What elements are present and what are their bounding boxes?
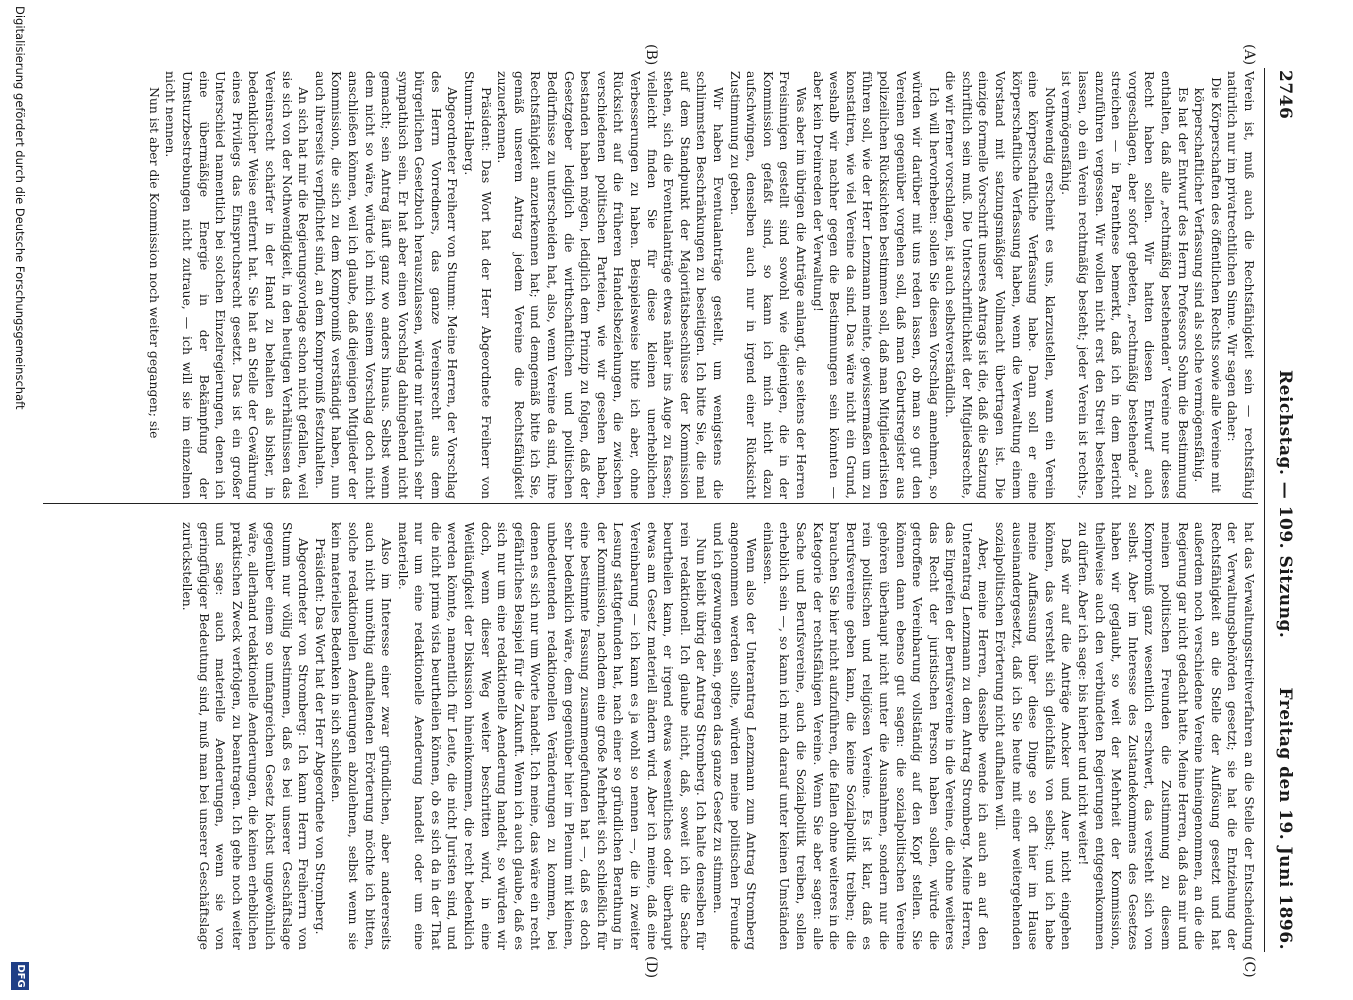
digitization-credit: Digitalisierung gefördert durch die Deutsche Forschungsgemeinschaft <box>13 6 27 410</box>
right-text-column <box>37 522 1257 950</box>
left-text-column <box>37 71 1257 499</box>
paragraph: Nothwendig erscheint es uns, klarzustellen, wann ein Verein eine körperschaftliche Verfassung habe. Dann soll er eine körperschaftliche Verfassung haben, wenn die Verwaltung einem Vorstand mit satzungsmäßiger Vollmacht übertragen ist. Die einzige formelle Vorschrift unseres Antrags ist die, daß die Satzung schriftlich sein muß. Die Unterschriftlichkeit der Mitgliedsrechte, die wir ferner vorschlagen, ist auch selbstverständlich. <box>943 71 1058 499</box>
page-number: 2746 <box>1275 70 1295 120</box>
paragraph: Die Körperschaften des öffentlichen Rechts sowie alle Vereine mit körperschaftlicher Verfassung sind als solche vermögensfähig. <box>1192 77 1224 493</box>
margin-mark-d: (D) <box>643 956 659 979</box>
margin-mark-a: (A) <box>1241 44 1257 66</box>
page-footer <box>5 0 35 1000</box>
paragraph: Nun bleibt übrig der Antrag Stromberg. Ich halte denselben für rein redaktionell. Ich glaube nicht, daß, soweit ich die Sache beurtheilen kann, er irgend etwas wesentliches oder überhaupt etwas am Gesetz materiell ändern wird. Aber ich meine, daß eine Vereinbarung — ich kann es ja wohl so nennen —, die in zweiter Lesung stattgefunden hat, nach einer so gründlichen Berathung in der Kommission, nachdem eine große Mehrheit sich schließlich für eine bestimmte Fassung zusammengefunden hat —, daß es doch sehr bedenklich wäre, dem gegenüber hier im Plenum mit kleinen, unbedeutenden redaktionellen Veränderungen zu kommen, bei denen es sich nur um Worte handelt. Ich meine, das wäre ein recht gefährliches Beispiel für die Zukunft. Wenn ich auch glaube, daß es sich nur um eine redaktionelle Aenderung handelt, so würden wir doch, wenn dieser Weg weiter beschritten wird, in eine Weitläufigkeit der Diskussion hineinkommen, die recht bedenklich werden könnte, namentlich für Leute, die nicht Juristen sind, und die nicht prima vista beurtheilen können, ob es sich da in der That nur um eine redaktionelle Aenderung handelt oder um eine materielle. <box>395 522 710 950</box>
dfg-logo: DFG <box>11 962 29 990</box>
paragraph: Verein ist, muß auch die Rechtsfähigkeit sein — rechtsfähig natürlich nur im privatrechtlichen Sinne. Wir sagen daher: <box>1225 71 1257 499</box>
margin-mark-b: (B) <box>643 44 659 66</box>
header-rule <box>1264 68 1265 952</box>
paragraph: Es hat der Entwurf des Herrn Professors Sohm die Bestimmung enthalten, daß alle „rechtmäßig bestehenden“ Vereine nur dieses Recht haben sollen. Wir hatten diesen Entwurf auch vorgeschlagen, aber sofort gebeten, „rechtmäßig bestehende“ zu streichen — in Parenthese bemerkt, daß ich in dem Bericht anzuführen vergessen. Wir wollen nicht erst den Streit bestehen lassen, ob ein Verein rechtmäßig besteht; jeder Verein ist rechts-, ist vermögensfähig. <box>1059 71 1191 499</box>
paragraph: Nun ist aber die Kommission noch weiter gegangen; sie <box>146 87 162 439</box>
session-title: Reichstag. — 109. Sitzung. <box>1275 370 1295 639</box>
paragraph: Wir haben Eventualanträge gestellt, um wenigstens die schlimmsten Beschränkungen zu beseitigen. Ich bitte Sie, die mal auf dem Standpunkt der Majoritätsbeschlüsse der Kommission stehen, sich die Eventualanträge etwas näher ins Auge zu fassen; vielleicht finden Sie für diese kleinen unerheblichen Verbesserungen zu haben. Beispielsweise bitte ich aber, ohne Rücksicht auf die früheren Handelsbeziehungen, die zwischen verschiedenen politischen Parteien, wie wir gesehen haben, bestanden haben mögen, lediglich dem Prinzip zu folgen, daß der Gesetzgeber lediglich die wirthschaftlichen und politischen Bedürfnisse zu unterscheiden hat, also, wenn Vereine da sind, ihre Rechtsfähigkeit anzuerkennen hat; und demgemäß bitte ich Sie, gemäß unserem Antrag jedem Vereine die Rechtsfähigkeit zuzuerkennen. <box>495 71 726 499</box>
speaker-paragraph: Präsident: Das Wort hat der Herr Abgeordnete Freiherr von Stumm-Halberg. <box>462 71 494 499</box>
paragraph: Daß wir auf die Anträge Ancker und Auer nicht eingehen können, das versteht sich gleichfalls von selbst; und ich habe meine Auffassung über diese Dinge so oft hier im Hause auseinandergesetzt, daß ich Sie heute mit einer weitergehenden sozialpolitischen Erörterung nicht aufhalten will. <box>993 522 1075 950</box>
paragraph: hat das Verwaltungsstreitverfahren an die Stelle der Entscheidung der Verwaltungsbehörden gesetzt; sie hat die Entziehung der Rechtsfähigkeit an die Stelle der Auflösung gesetzt und hat außerdem noch verschiedene Vereine hineingenommen, an die die Regierung gar nicht gedacht hatte. Meine Herren, daß das mir und meinen politischen Freunden die Zustimmung zu diesem Kompromiß ganz wesentlich erschwert, das versteht sich von selbst. Aber im Interesse des Zustandekommens des Gesetzes haben wir geglaubt, so weit der Mehrheit der Kommission, theilweise auch den verbündeten Regierungen entgegenkommen zu dürfen. Aber ich sage: bis hierher und nicht weiter! <box>1076 522 1257 950</box>
page-header <box>1265 70 1295 950</box>
session-date: Freitag den 19. Juni 1896. <box>1275 687 1295 950</box>
speaker-paragraph: Abgeordneter von Stromberg: Ich kann Herrn Freiherrn von Stumm nur völlig bestimmen, daß es bei unserer Geschäftslage gegenüber einem so umfangreichen Gesetz höchst ungewöhnlich wäre, allerhand redaktionelle Aenderungen, die keinen erheblichen praktischen Zweck verfolgen, zu beantragen. Ich gehe noch weiter und sage: auch materielle Aenderungen, wenn sie von geringfügiger Bedeutung sind, muß man bei unserer Geschäftslage zurückstellen. <box>180 522 312 950</box>
paragraph: Was aber im übrigen die Anträge anlangt, die seitens der Herren Freisinnigen gestellt sind sowohl wie diejenigen, die in der Kommission gefaßt sind, so kann ich mich nicht dazu aufschwingen, denselben auch nur in irgend einer Rücksicht Zustimmung zu geben. <box>727 71 809 499</box>
speaker-paragraph: Präsident: Das Wort hat der Herr Abgeordnete von Stromberg. <box>312 538 328 935</box>
speaker-paragraph: Abgeordneter Freiherr von Stumm: Meine Herren, der Vorschlag des Herrn Vorredners, das ganze Vereinsrecht aus dem bürgerlichen Gesetzbuch herauszulassen, würde mir natürlich sehr sympathisch sein. Er hat aber einen Vorschlag dahingehend nicht gemacht; sein Antrag läuft ganz wo anders hinaus. Selbst wenn dem nicht so wäre, würde ich mich seinem Vorschlag doch nicht anschließen können, weil ich glaube, daß diejenigen Mitglieder der Kommission, die sich zu dem Kompromiß verständigt haben, nun auch ihrerseits verpflichtet sind, an dem Kompromiß festzuhalten. <box>312 71 461 499</box>
paragraph: An sich hat mir die Regierungsvorlage schon nicht gefallen, weil sie sich von der Nothwendigkeit, in den heutigen Verhältnissen das Vereinsrecht schärfer in der Hand zu behalten als bisher, in bedenklicher Weise entfernt hat. Sie hat an Stelle der Gewährung eines Privilegs das Einspruchsrecht gesetzt. Das ist ein großer Unterschied namentlich bei solchen Einzelregierungen, denen ich eine übermäßige Energie in der Bekämpfung der Umsturzbestrebungen nicht zutraue, — ich will sie im einzelnen nicht nennen. <box>163 71 312 499</box>
column-divider <box>43 503 1258 504</box>
paragraph: Aber, meine Herren, dasselbe wende ich auch an auf den Unterantrag Lenzmann zu dem Antrag Stromberg. Meine Herren, das Eingreifen der Berufsvereine in die Vereine, die ohne weiteres das Recht der juristischen Person haben sollen, würde die getroffene Vereinbarung vollständig auf den Kopf stellen. Sie können dann ebenso gut sagen: die sozialpolitischen Vereine gehören überhaupt nicht unter die Ausnahmen, sondern nur die rein politischen und religiösen Vereine. Es ist klar, daß es Berufsvereine geben kann, die keine Sozialpolitik treiben; die brauchen Sie hier nicht aufzuführen, die fallen ohne weiteres in die Kategorie der rechtsfähigen Vereine. Wenn Sie aber sagen: alle Sache und Berufsvereine, auch die Sozialpolitik treiben, sollen erheblich sein —, so kann ich mich darauf unter keinen Umständen einlassen. <box>760 522 992 950</box>
margin-mark-c: (C) <box>1241 956 1257 978</box>
paragraph: Wenn also der Unterantrag Lenzmann zum Antrag Stromberg angenommen werden sollte, würden meine politischen Freunde und ich gezwungen sein, gegen das ganze Gesetz zu stimmen. <box>711 522 760 950</box>
paragraph: Also im Interesse einer zwar gründlichen, aber andererseits auch nicht unnöthig aufhaltenden Erörterung möchte ich bitten, solche redaktionellen Aenderungen abzulehnen, selbst wenn sie kein materielles Bedenken in sich schließen. <box>329 522 395 950</box>
paragraph: Ich will hervorheben: sollen Sie diesen Vorschlag annehmen, so würden wir darüber mit uns reden lassen, ob man so gut den Vereinen gegenüber vorgehen soll, daß man Geburtsregister aus polizeilichen Rücksichten bestimmen soll, daß man Mitgliederlisten führen soll, wie der Herr Lenzmann meinte, gewissermaßen um zu konstatiren, wie viel Vereine da sind. Das wäre nicht ein Grund, weshalb wir nachher gegen die Bestimmungen sein könnten — aber kein Dreinreden der Verwaltung! <box>810 71 942 499</box>
scan-speckle <box>311 890 313 892</box>
